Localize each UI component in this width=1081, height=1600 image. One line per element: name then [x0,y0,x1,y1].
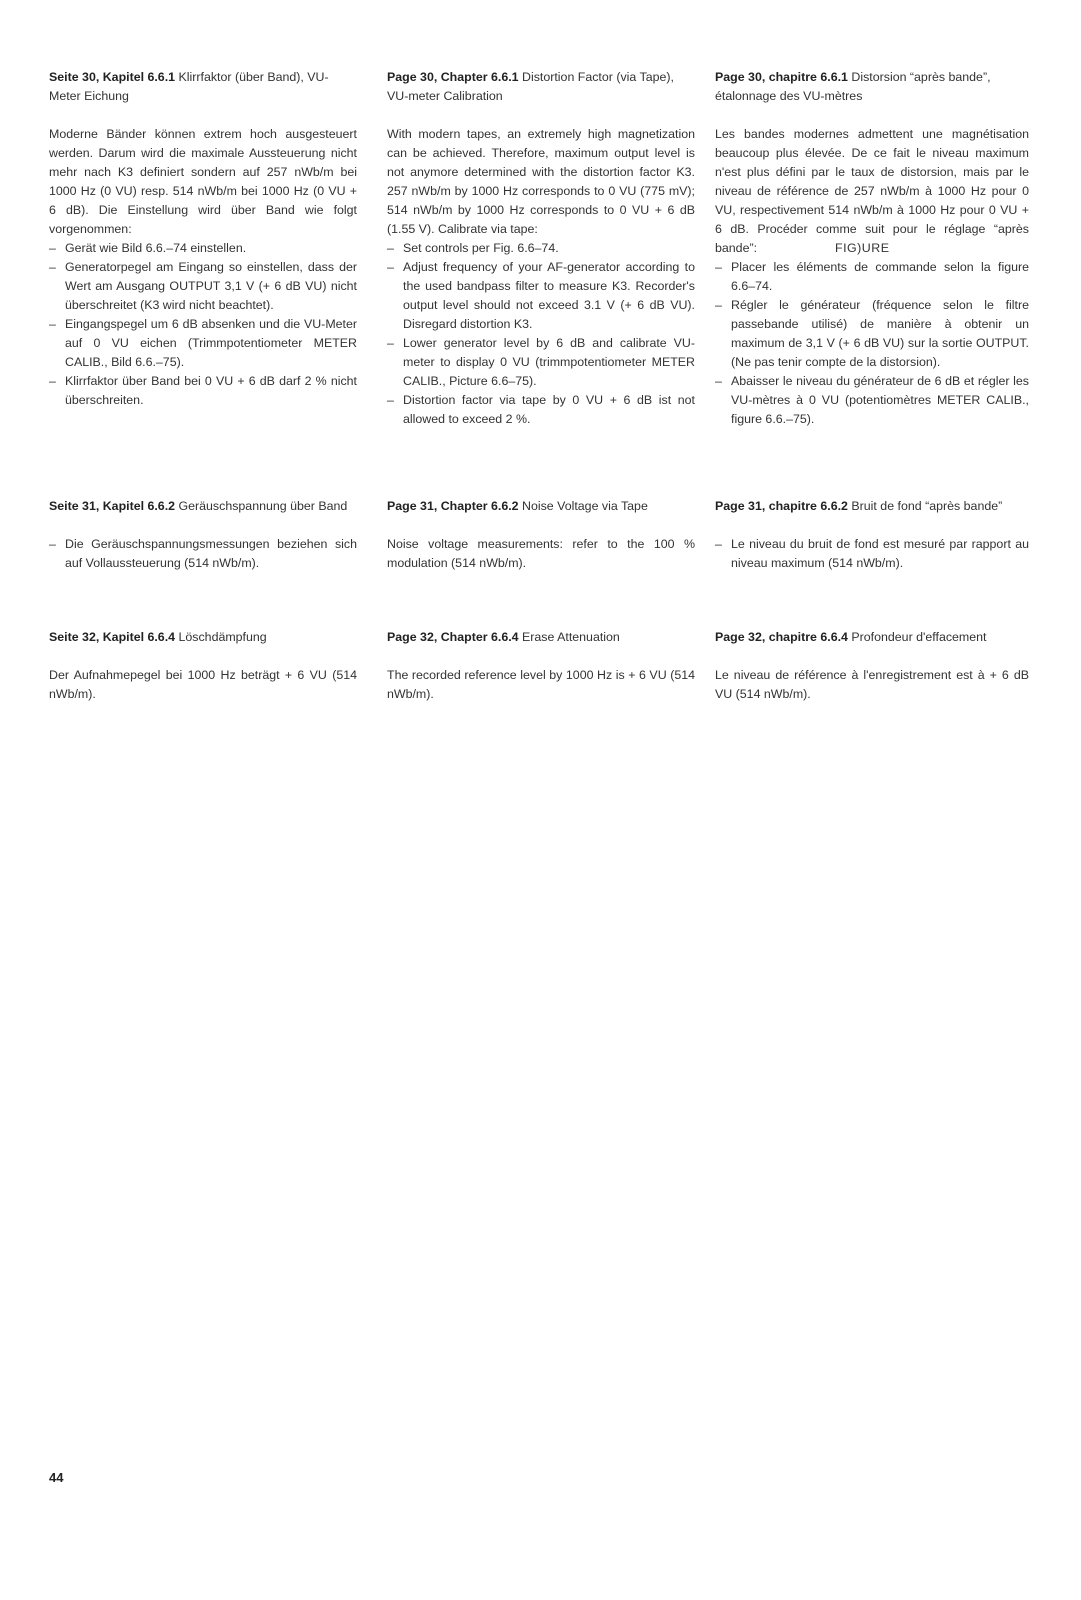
section-paragraph: Der Aufnahmepegel bei 1000 Hz beträgt + 6 VU (514 nWb/m). [49,668,357,701]
section-body [387,125,695,429]
section-paragraph: Noise voltage measurements: refer to the 100 % modulation (514 nWb/m). [387,537,695,570]
list-item: – Klirrfaktor über Band bei 0 VU + 6 dB darf 2 % nicht überschreiten. [49,372,357,410]
list-item: – Placer les éléments de commande selon la figure 6.6–74. [715,258,1029,296]
list-item: – Régler le générateur (fréquence selon le filtre passebande utilisé) de manière à obtenir un maximum de 3,1 V (+ 6 dB VU) sur la sortie OUTPUT. (Ne pas tenir compte de la distorsion). [715,296,1029,372]
section-body [715,125,1029,429]
figure-placeholder-label: FIG)URE [835,241,890,255]
section-title: Noise Voltage via Tape [522,499,648,513]
section-reference: Page 30, chapitre 6.6.1 [715,70,848,84]
column-german [49,497,357,573]
column-french [715,497,1029,573]
section-body [715,666,1029,704]
section-heading [715,497,1029,516]
section-title: Klirrfaktor (über Band), VU-Meter Eichung [49,70,329,103]
instruction-list [715,535,1029,573]
section-reference: Seite 32, Kapitel 6.6.4 [49,630,176,644]
section-reference: Page 31, Chapter 6.6.2 [387,499,519,513]
list-item: – Lower generator level by 6 dB and calibrate VU-meter to display 0 VU (trimmpotentiometer METER CALIB., Picture 6.6–75). [387,334,695,391]
list-item: – Distortion factor via tape by 0 VU + 6 dB ist not allowed to exceed 2 %. [387,391,695,429]
instruction-list [715,258,1029,429]
section-heading [715,628,1029,647]
section-body [49,125,357,410]
section-reference: Seite 30, Kapitel 6.6.1 [49,70,176,84]
section-title: Profondeur d'effacement [851,630,987,644]
section-reference: Page 32, Chapter 6.6.4 [387,630,519,644]
section-title: Löschdämpfung [178,630,267,644]
list-item: – Die Geräuschspannungsmessungen beziehen sich auf Vollaussteuerung (514 nWb/m). [49,535,357,573]
section-title: Bruit de fond “après bande” [851,499,1003,513]
section-heading [49,68,357,106]
list-item: – Abaisser le niveau du générateur de 6 dB et régler les VU-mètres à 0 VU (potentiomètres METER CALIB., figure 6.6.–75). [715,372,1029,429]
section-reference: Page 31, chapitre 6.6.2 [715,499,848,513]
list-item: – Le niveau du bruit de fond est mesuré par rapport au niveau maximum (514 nWb/m). [715,535,1029,573]
list-item: – Adjust frequency of your AF-generator according to the used bandpass filter to measure K3. Recorder's output level should not exceed 3.1 V (+ 6 dB VU). Disregard distortion K3. [387,258,695,334]
section-reference: Seite 31, Kapitel 6.6.2 [49,499,176,513]
section-heading [49,497,357,516]
section-body [715,535,1029,573]
section-body [49,535,357,573]
section-paragraph [715,125,1029,258]
section-body [387,535,695,573]
list-item: – Set controls per Fig. 6.6–74. [387,239,695,258]
section-body [387,666,695,704]
section-heading [49,628,357,647]
instruction-list [387,239,695,429]
section-title: Distorsion “après bande”, étalonnage des VU-mètres [715,70,991,103]
list-item: – Eingangspegel um 6 dB absenken und die VU-Meter auf 0 VU eichen (Trimmpotentiometer METER CALIB., Bild 6.6.–75). [49,315,357,372]
column-english [387,628,695,704]
section-body [49,666,357,704]
section-heading [387,628,695,647]
column-french [715,628,1029,704]
section-heading [387,68,695,106]
section-title: Distortion Factor (via Tape), VU-meter Calibration [387,70,674,103]
page-number: 44 [49,1470,64,1485]
column-english [387,497,695,573]
paragraph-text: Les bandes modernes admettent une magnétisation beaucoup plus élevée. De ce fait le niveau maximum n'est plus défini par le taux de distorsion, mais par le niveau de référence de 257 nWb/m à 1000 Hz pour 0 VU, respectivement 514 nWb/m à 1000 Hz pour 0 VU + 6 dB. Procéder comme suit pour le réglage “après bande”: [715,127,1029,255]
column-german [49,628,357,704]
section-paragraph: With modern tapes, an extremely high magnetization can be achieved. Therefore, maximum output level is not anymore determined with the distortion factor K3. 257 nWb/m by 1000 Hz corresponds to 0 VU (775 mV); 514 nWb/m by 1000 Hz corresponds to 0 VU + 6 dB (1.55 V). Calibrate via tape: [387,127,695,236]
section-title: Erase Attenuation [522,630,620,644]
column-english [387,68,695,429]
list-item: – Generatorpegel am Eingang so einstellen, dass der Wert am Ausgang OUTPUT 3,1 V (+ 6 dB VU) nicht überschreitet (K3 wird nicht beachtet). [49,258,357,315]
section-reference: Page 30, Chapter 6.6.1 [387,70,519,84]
section-paragraph: Moderne Bänder können extrem hoch ausgesteuert werden. Darum wird die maximale Aussteuerung nicht mehr nach K3 definiert sondern auf 257 nWb/m bei 1000 Hz (0 VU) resp. 514 nWb/m bei 1000 Hz (0 VU + 6 dB). Die Einstellung wird über Band wie folgt vorgenommen: [49,127,357,236]
column-french [715,68,1029,429]
column-german [49,68,357,410]
section-paragraph: The recorded reference level by 1000 Hz is + 6 VU (514 nWb/m). [387,668,695,701]
section-heading [387,497,695,516]
instruction-list [49,239,357,410]
section-reference: Page 32, chapitre 6.6.4 [715,630,848,644]
section-paragraph: Le niveau de référence à l'enregistrement est à + 6 dB VU (514 nWb/m). [715,668,1029,701]
section-title: Geräuschspannung über Band [178,499,348,513]
instruction-list [49,535,357,573]
list-item: – Gerät wie Bild 6.6.–74 einstellen. [49,239,357,258]
section-heading [715,68,1029,106]
